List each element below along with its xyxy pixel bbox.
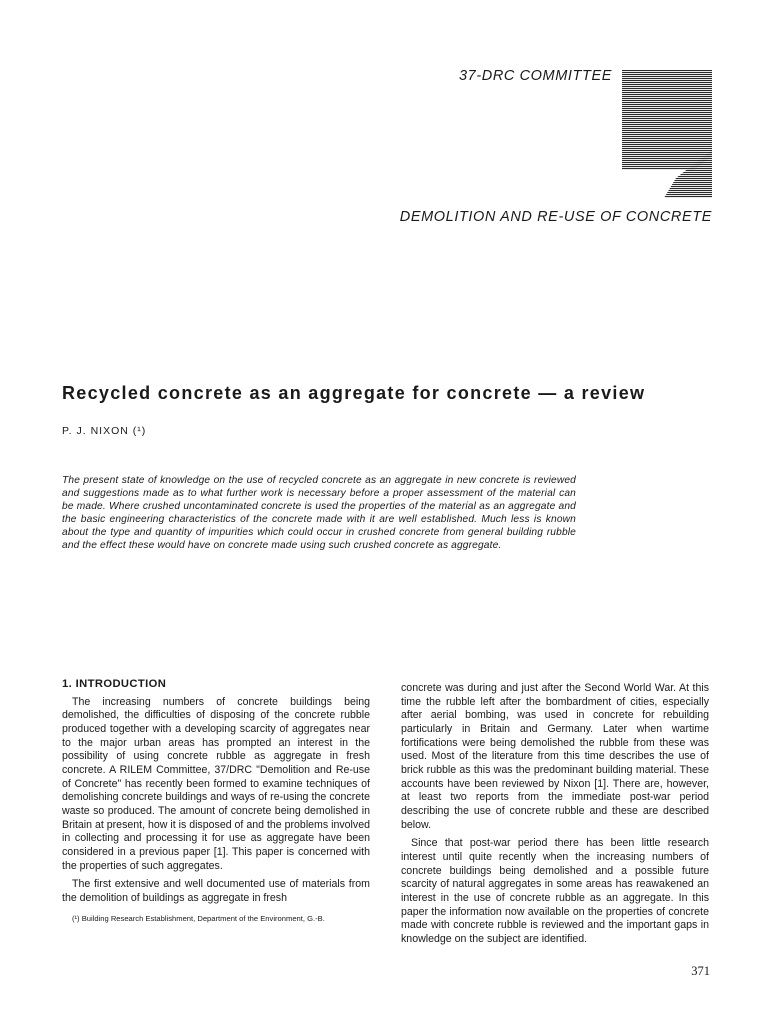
committee-label: 37-DRC COMMITTEE (459, 68, 612, 84)
body-paragraph: The increasing numbers of concrete buildings being demolished, the difficulties of disposing of the concrete rubble produced together with a developing scarcity of aggregates near to the major urban areas has prompted an interest in the possibility of using concrete rubble as aggregate in fresh concrete. A RILEM Committee, 37/DRC "Demolition and Re-use of Concrete" has recently been formed to examine techniques of demolishing concrete buildings and ways of re-using the concrete waste so produced. The amount of concrete being demolished in Britain at present, how it is disposed of and the problems involved in collecting and processing it for use as aggregate have been considered in a previous paper [1]. This paper is concerned with the properties of such aggregates. (62, 695, 370, 872)
committee-logo-icon (622, 70, 712, 198)
body-paragraph: concrete was during and just after the Second World War. At this time the rubble left after the bombardment of cities, especially after aerial bombing, was used in concrete for rebuilding particularly in Britain and Germany. Later when wartime fortifications were being demolished the rubble from these was used. Most of the literature from this time describes the use of brick rubble as this was the predominant building material. These accounts have been reviewed by Nixon [1]. There are, however, at least two reports from the immediate post-war period describing the use of concrete rubble and these are described below. (401, 682, 709, 831)
left-column (62, 678, 370, 924)
body-paragraph: Since that post-war period there has been little research interest until quite recently when the increasing numbers of concrete buildings being demolished and a possible future scarcity of natural aggregates in some areas has reawakened an interest in the use of concrete rubble as an aggregate. In this paper the information now available on the properties of concrete made with concrete rubble is reviewed and the important gaps in knowledge on the subject are identified. (401, 837, 709, 945)
body-paragraph: The first extensive and well documented use of materials from the demolition of buildings as aggregate in fresh (62, 878, 370, 904)
introduction-heading: 1. INTRODUCTION (62, 678, 167, 690)
right-column (401, 682, 709, 946)
page-number: 371 (691, 964, 710, 978)
paper-title: Recycled concrete as an aggregate for concrete — a review (62, 383, 646, 403)
paper-authors: P. J. NIXON (¹) (62, 425, 147, 437)
section-title: DEMOLITION AND RE-USE OF CONCRETE (399, 209, 712, 225)
abstract: The present state of knowledge on the use of recycled concrete as an aggregate in new concrete is reviewed and suggestions made as to what further work is necessary before a proper assessment of the material can be made. Where crushed uncontaminated concrete is used the properties of the material as an aggregate and the basic engineering characteristics of the concrete made with it are well established. Much less is known about the type and quantity of impurities which could occur in crushed concrete from general building rubble and the effect these would have on concrete made using such crushed concrete as aggregate. (62, 475, 576, 552)
footnote: (¹) Building Research Establishment, Department of the Environment, G.-B. (72, 913, 325, 923)
